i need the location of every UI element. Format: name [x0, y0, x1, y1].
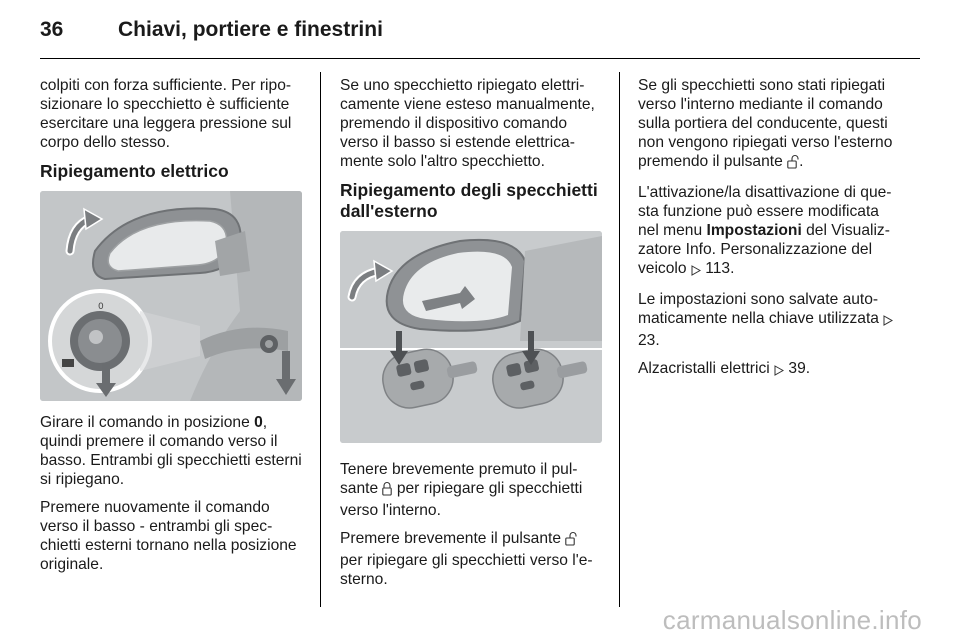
- text-run: , quindi premere il comando verso il basso. Entrambi gli specchietti esterni si ripiegano.: [40, 414, 302, 488]
- intro-paragraph: colpiti con forza sufficiente. Per ripo-sizionare lo specchietto è sufficiente esercitare una leggera pressione sul corpo dello stesso.: [40, 77, 292, 151]
- power-windows-reference: [638, 359, 900, 381]
- text-run: Se gli specchietti sono stati ripiegati verso l'interno mediante il comando sulla portiera del conducente, questi non vengono ripiegati verso l'esterno premendo il pulsante: [638, 77, 893, 170]
- column-1: [40, 76, 302, 583]
- column-2: [340, 76, 602, 598]
- text-run: per ripiegare gli specchietti verso l'e-sterno.: [340, 552, 593, 588]
- column-divider-1: [320, 72, 321, 607]
- text-run: .: [655, 332, 660, 349]
- page-number: 36: [40, 18, 64, 41]
- text-run: L'attivazione/la disattivazione di que-sta funzione può essere modificata nel menu: [638, 184, 892, 239]
- settings-paragraph: [638, 183, 900, 281]
- position-zero: 0: [254, 414, 263, 431]
- text-run: .: [799, 153, 804, 170]
- manual-extend-paragraph: Se uno specchietto ripiegato elettri-camente viene esteso manualmente, premendo il dispositivo comando verso il basso si estende elettrica-mente solo l'altro specchietto.: [340, 77, 595, 170]
- watermark: carmanualsonline.info: [662, 605, 922, 635]
- unlocked-padlock-icon: [565, 531, 577, 551]
- key-remote-drawing: [340, 231, 602, 443]
- page-reference[interactable]: 39: [788, 360, 806, 377]
- text-run: Premere brevemente il pulsante: [340, 530, 566, 547]
- page-reference[interactable]: 113: [705, 260, 731, 277]
- page-reference-triangle-icon: [774, 362, 784, 381]
- unlocked-padlock-icon: [787, 154, 799, 174]
- page-reference-triangle-icon: [691, 262, 701, 281]
- column-divider-2: [619, 72, 620, 607]
- section-heading-remote-folding: Ripiegamento degli specchietti dall'esterno: [340, 180, 598, 221]
- text-run: .: [805, 360, 811, 377]
- saved-settings-paragraph: [638, 290, 900, 350]
- padlock-icon: [382, 481, 392, 501]
- text-run: del Visualiz-zatore Info. Personalizzazione del veicolo: [638, 222, 890, 277]
- text-run: per ripiegare gli specchietti verso l'interno.: [340, 480, 583, 519]
- column-3: [638, 76, 900, 390]
- text-run: Tenere brevemente premuto il pul-sante: [340, 461, 578, 497]
- svg-text:0: 0: [98, 302, 104, 312]
- instruction-paragraph-1: [40, 413, 302, 489]
- instruction-paragraph-2: Premere nuovamente il comando verso il basso - entrambi gli spec-chietti esterni tornano nella posizione originale.: [40, 499, 297, 573]
- settings-menu-name: Impostazioni: [706, 222, 802, 239]
- text-run: Le impostazioni sono salvate auto-maticamente nella chiave utilizzata: [638, 291, 884, 327]
- header-rule: [40, 58, 920, 59]
- page-reference[interactable]: 23: [638, 332, 656, 349]
- text-run: Alzacristalli elettrici: [638, 360, 775, 377]
- text-run: .: [730, 260, 735, 277]
- chapter-title: Chiavi, portiere e finestrini: [118, 18, 383, 41]
- section-heading-electric-folding: Ripiegamento elettrico: [40, 161, 229, 181]
- page-reference-triangle-icon: [883, 312, 893, 331]
- text-run: Girare il comando in posizione: [40, 414, 255, 431]
- unlock-button-paragraph: [340, 529, 602, 589]
- page-header: [40, 18, 920, 48]
- lock-button-paragraph: [340, 460, 602, 520]
- driver-door-paragraph: [638, 76, 900, 174]
- key-remote-illustration: [340, 231, 602, 443]
- mirror-control-drawing: [40, 191, 302, 401]
- mirror-control-illustration: [40, 191, 302, 401]
